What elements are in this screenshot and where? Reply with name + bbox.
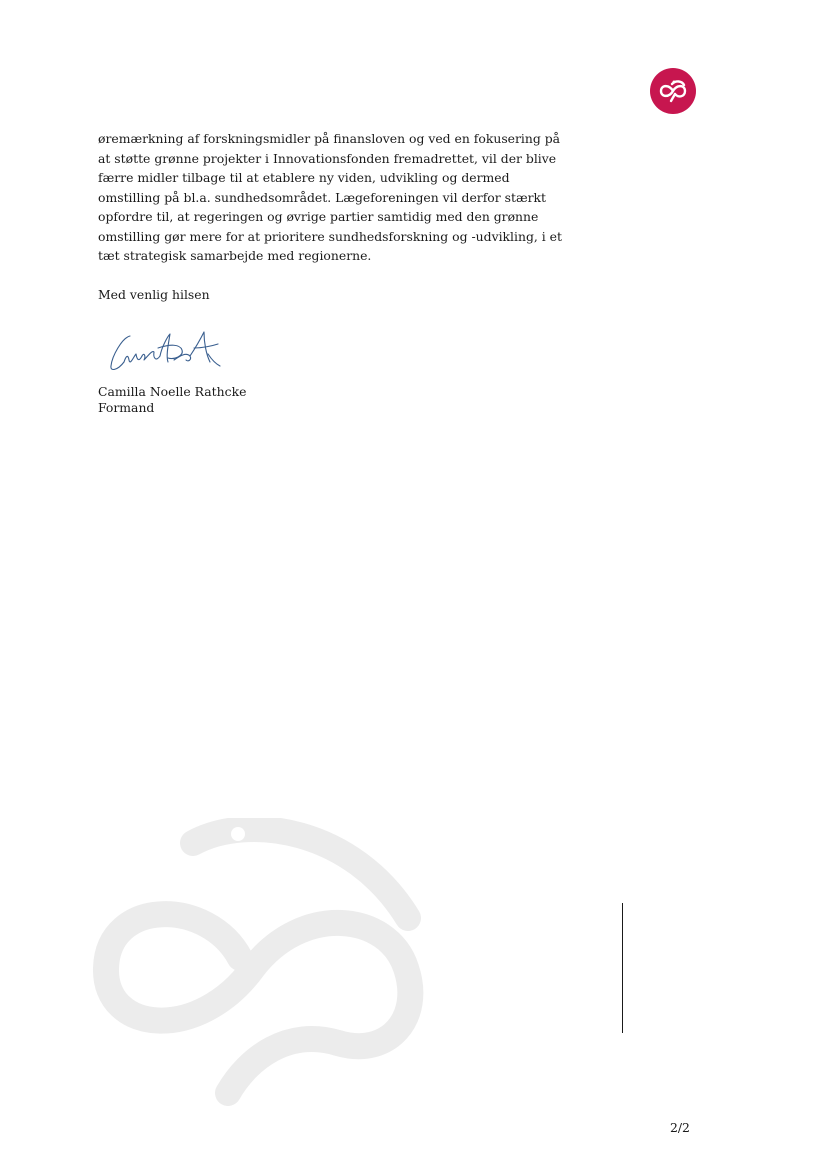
signer-title: Formand: [98, 400, 155, 415]
snake-infinity-watermark-icon: [88, 818, 438, 1113]
body-line: at støtte grønne projekter i Innovationsfonden fremadrettet, vil der blive: [98, 150, 557, 166]
page-number: 2/2: [670, 1120, 690, 1135]
body-line: tæt strategisk samarbejde med regionerne.: [98, 248, 372, 263]
body-line: færre midler tilbage til at etablere ny viden, udvikling og dermed: [98, 170, 510, 185]
letter-body: [98, 129, 578, 266]
body-line: omstilling gør mere for at prioritere sundhedsforskning og -udvikling, i et: [98, 228, 562, 244]
vertical-divider: [622, 903, 623, 1033]
body-line: omstilling på bl.a. sundhedsområdet. Lægeforeningen vil derfor stærkt: [98, 189, 546, 205]
handwritten-signature: [108, 326, 223, 374]
body-line: opfordre til, at regeringen og øvrige partier samtidig med den grønne: [98, 209, 539, 224]
closing-salutation: Med venlig hilsen: [98, 287, 210, 302]
signer-name: Camilla Noelle Rathcke: [98, 384, 247, 399]
body-line: øremærkning af forskningsmidler på finansloven og ved en fokusering på: [98, 131, 561, 146]
signer-block: [98, 384, 246, 416]
lægeforeningen-logo-icon: [650, 68, 696, 114]
